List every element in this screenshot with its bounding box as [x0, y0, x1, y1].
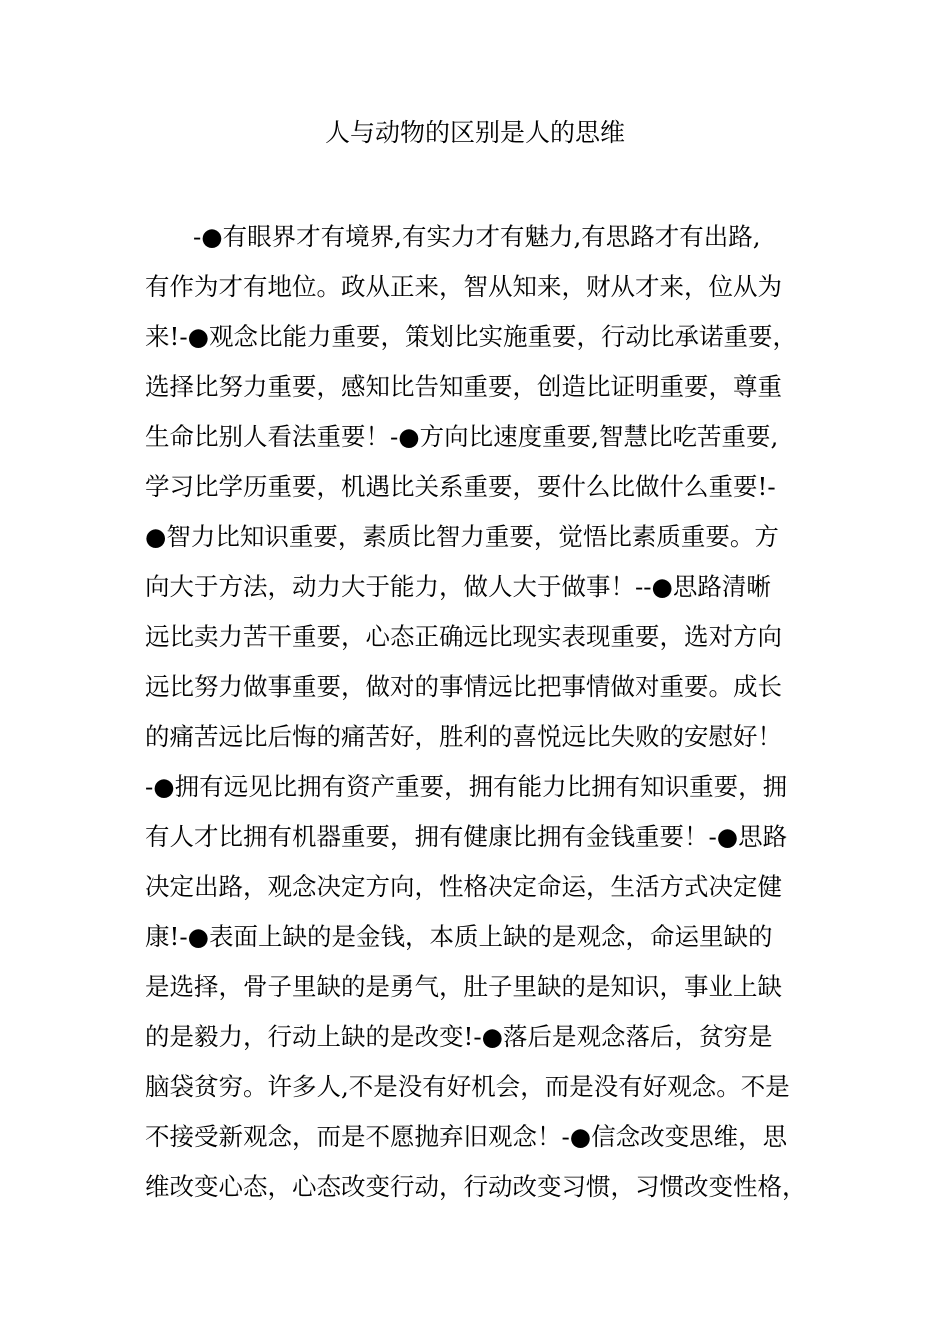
body-line: 的痛苦远比后悔的痛苦好，胜利的喜悦远比失败的安慰好！ [145, 722, 782, 751]
body-line: 脑袋贫穷。许多人,不是没有好机会，而是没有好观念。不是 [145, 1072, 790, 1101]
body-line: 的是毅力，行动上缺的是改变!-●落后是观念落后，贫穷是 [145, 1022, 773, 1051]
body-line: 是选择，骨子里缺的是勇气，肚子里缺的是知识，事业上缺 [145, 972, 782, 1001]
body-line: 有作为才有地位。政从正来，智从知来，财从才来，位从为 [145, 272, 782, 301]
body-line: 向大于方法，动力大于能力，做人大于做事！--●思路清晰 [145, 572, 771, 601]
document-title: 人与动物的区别是人的思维 [324, 118, 625, 147]
body-line: 选择比努力重要，感知比告知重要，创造比证明重要，尊重 [145, 372, 782, 401]
body-line: 维改变心态，心态改变行动，行动改变习惯，习惯改变性格， [145, 1172, 807, 1201]
body-line: 不接受新观念，而是不愿抛弃旧观念！-●信念改变思维，思 [145, 1122, 788, 1151]
body-line: 学习比学历重要，机遇比关系重要，要什么比做什么重要!- [145, 472, 776, 501]
body-line: 来!-●观念比能力重要，策划比实施重要，行动比承诺重要， [145, 322, 797, 351]
body-line: 生命比别人看法重要！-●方向比速度重要,智慧比吃苦重要, [145, 422, 779, 451]
body-line: 康!-●表面上缺的是金钱，本质上缺的是观念，命运里缺的 [145, 922, 773, 951]
body-line: 远比卖力苦干重要，心态正确远比现实表现重要，选对方向 [145, 622, 782, 651]
body-line: -●拥有远见比拥有资产重要，拥有能力比拥有知识重要，拥 [145, 772, 788, 801]
body-line: ●智力比知识重要，素质比智力重要，觉悟比素质重要。方 [145, 522, 779, 551]
body-line: 决定出路，观念决定方向，性格决定命运，生活方式决定健 [145, 872, 782, 901]
body-line: 有人才比拥有机器重要，拥有健康比拥有金钱重要！-●思路 [145, 822, 788, 851]
document-body [145, 212, 815, 1212]
body-line: 远比努力做事重要，做对的事情远比把事情做对重要。成长 [145, 672, 782, 701]
body-line: -●有眼界才有境界,有实力才有魅力,有思路才有出路, [193, 222, 761, 251]
